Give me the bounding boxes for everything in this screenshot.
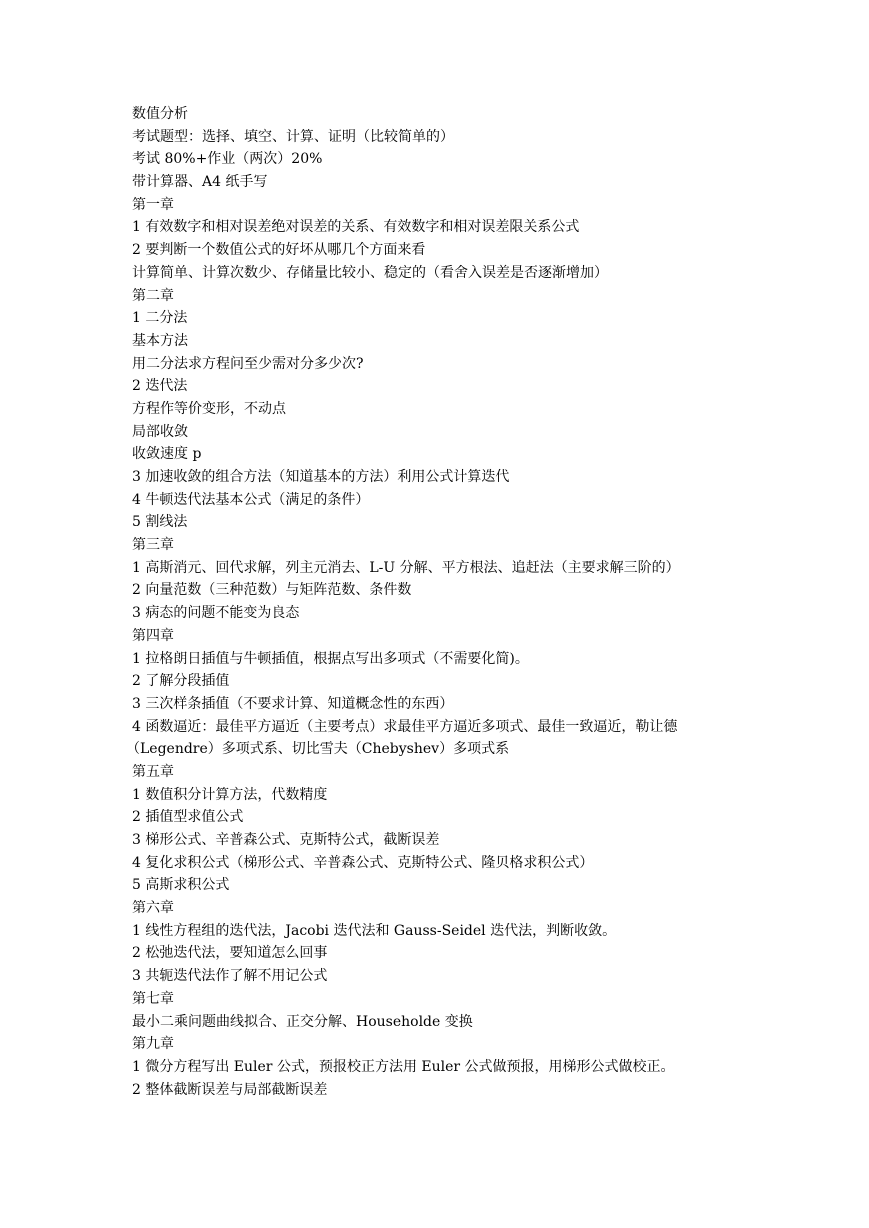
chapter-heading: 第二章 bbox=[132, 287, 174, 304]
chapter-heading: 第一章 bbox=[132, 196, 174, 213]
list-item: 收敛速度 p bbox=[132, 446, 202, 463]
chapter-heading: 第六章 bbox=[132, 900, 174, 917]
list-item: 最小二乘问题曲线拟合、正交分解、Householde 变换 bbox=[132, 1013, 473, 1030]
list-item: 局部收敛 bbox=[132, 423, 188, 440]
list-item: 4 函数逼近：最佳平方逼近（主要考点）求最佳平方逼近多项式、最佳一致逼近，勒让德 bbox=[132, 718, 678, 735]
list-item: 用二分法求方程问至少需对分多少次? bbox=[132, 355, 364, 372]
document-title: 数值分析 bbox=[132, 106, 188, 122]
chapter-heading: 第三章 bbox=[132, 537, 174, 554]
list-item: 计算简单、计算次数少、存储量比较小、稳定的（看舍入误差是否逐渐增加） bbox=[132, 264, 608, 281]
list-item: 3 共轭迭代法作了解不用记公式 bbox=[132, 968, 328, 985]
list-item: 3 病态的问题不能变为良态 bbox=[132, 605, 300, 622]
list-item: 1 线性方程组的迭代法，Jacobi 迭代法和 Gauss-Seidel 迭代法，判断收敛。 bbox=[132, 922, 617, 939]
list-item: 1 二分法 bbox=[132, 310, 188, 327]
chapter-heading: 第五章 bbox=[132, 763, 174, 780]
list-item-continuation: （Legendre）多项式系、切比雪夫（Chebyshev）多项式系 bbox=[126, 741, 510, 758]
document-body bbox=[126, 103, 752, 1101]
list-item: 3 梯形公式、辛普森公式、克斯特公式，截断误差 bbox=[132, 832, 440, 848]
list-item: 2 松弛迭代法，要知道怎么回事 bbox=[132, 945, 328, 962]
list-item: 1 拉格朗日插值与牛顿插值，根据点写出多项式（不需要化简)。 bbox=[132, 650, 529, 667]
list-item: 5 割线法 bbox=[132, 514, 188, 531]
list-item: 2 要判断一个数值公式的好坏从哪几个方面来看 bbox=[132, 242, 426, 259]
exam-types: 考试题型：选择、填空、计算、证明（比较简单的） bbox=[132, 128, 454, 145]
exam-allowed: 带计算器、A4 纸手写 bbox=[132, 174, 268, 191]
list-item: 基本方法 bbox=[132, 332, 188, 349]
list-item: 2 插值型求值公式 bbox=[132, 809, 244, 826]
list-item: 4 牛顿迭代法基本公式（满足的条件） bbox=[132, 491, 370, 508]
list-item: 1 高斯消元、回代求解，列主元消去、L-U 分解、平方根法、追赶法（主要求解三阶的） bbox=[132, 559, 680, 576]
list-item: 2 向量范数（三种范数）与矩阵范数、条件数 bbox=[132, 582, 412, 599]
list-item: 4 复化求积公式（梯形公式、辛普森公式、克斯特公式、隆贝格求积公式） bbox=[132, 854, 594, 871]
list-item: 3 加速收敛的组合方法（知道基本的方法）利用公式计算迭代 bbox=[132, 469, 510, 485]
list-item: 3 三次样条插值（不要求计算、知道概念性的东西） bbox=[132, 695, 454, 712]
list-item: 2 了解分段插值 bbox=[132, 673, 230, 690]
list-item: 1 数值积分计算方法，代数精度 bbox=[132, 786, 328, 803]
list-item: 5 高斯求积公式 bbox=[132, 877, 230, 894]
list-item: 方程作等价变形，不动点 bbox=[132, 400, 286, 417]
exam-grading: 考试 80%+作业（两次）20% bbox=[132, 151, 323, 168]
chapter-heading: 第九章 bbox=[132, 1036, 174, 1053]
list-item: 2 迭代法 bbox=[132, 378, 188, 395]
list-item: 1 微分方程写出 Euler 公式，预报校正方法用 Euler 公式做预报，用梯形公式做校正。 bbox=[132, 1058, 675, 1075]
chapter-heading: 第四章 bbox=[132, 627, 174, 644]
chapter-heading: 第七章 bbox=[132, 990, 174, 1007]
list-item: 2 整体截断误差与局部截断误差 bbox=[132, 1081, 328, 1098]
list-item: 1 有效数字和相对误差绝对误差的关系、有效数字和相对误差限关系公式 bbox=[132, 219, 580, 236]
